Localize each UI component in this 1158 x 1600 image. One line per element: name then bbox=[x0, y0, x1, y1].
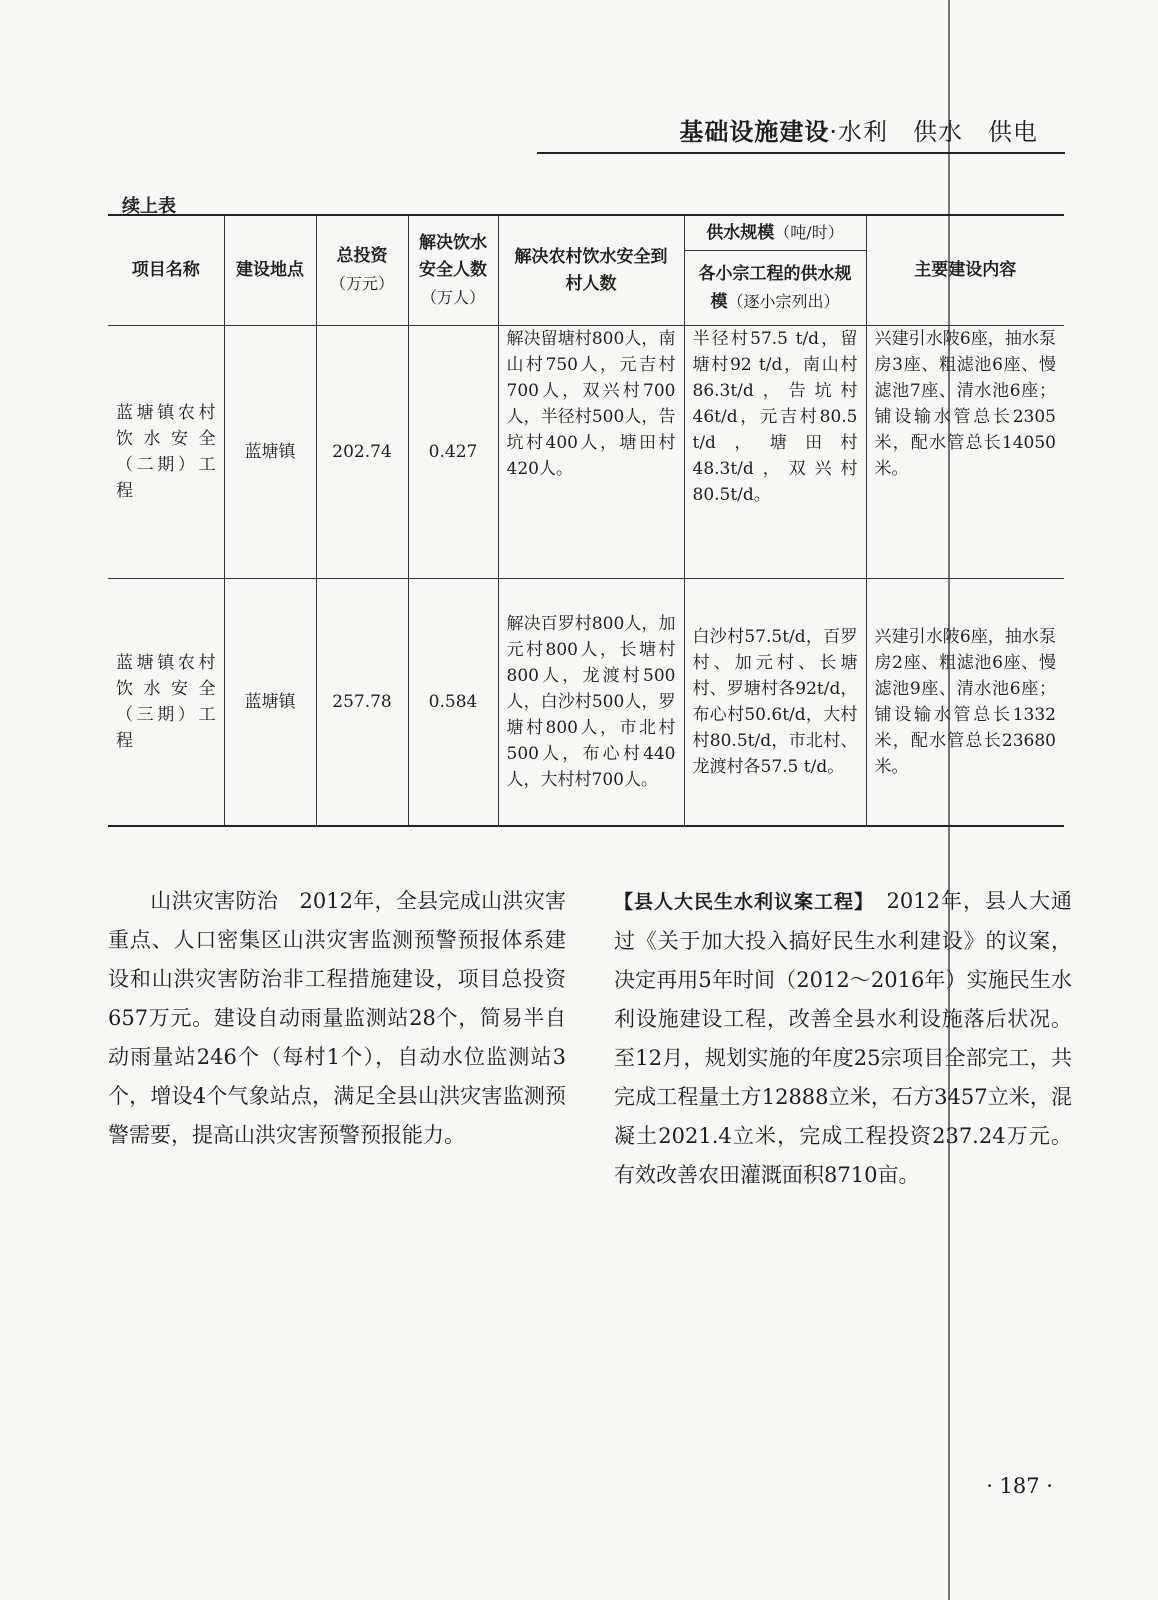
running-header bbox=[679, 112, 1038, 147]
cell-investment: 202.74 bbox=[316, 326, 408, 579]
header-supply-scale: 供水规模（吨/时） bbox=[684, 215, 866, 251]
cell-investment: 257.78 bbox=[316, 579, 408, 827]
cell-villages: 解决留塘村800人，南山村750人，元吉村700人，双兴村700人，半径村500人，告坑村400人，塘田村420人。 bbox=[498, 326, 684, 579]
flood-keyword: 山洪灾害防治 bbox=[150, 889, 279, 913]
table-row bbox=[108, 579, 1064, 827]
cell-villages: 解决百罗村800人，加元村800人，长塘村800人，龙渡村500人，白沙村500人，罗塘村800人，市北村500人，布心村440人，大村村700人。 bbox=[498, 579, 684, 827]
project-table bbox=[108, 214, 1064, 827]
header-village-people: 解决农村饮水安全到村人数 bbox=[498, 215, 684, 326]
header-investment: 总投资 （万元） bbox=[316, 215, 408, 326]
header-subsections: 水利 供水 供电 bbox=[838, 118, 1038, 146]
header-supply-sub: 各小宗工程的供水规模（逐小宗列出） bbox=[684, 251, 866, 326]
cell-location: 蓝塘镇 bbox=[224, 579, 316, 827]
header-location: 建设地点 bbox=[224, 215, 316, 326]
header-safe-people: 解决饮水安全人数 （万人） bbox=[408, 215, 498, 326]
header-rule bbox=[537, 152, 1065, 154]
cell-people: 0.584 bbox=[408, 579, 498, 827]
flood-text: 2012年，全县完成山洪灾害重点、人口密集区山洪灾害监测预警预报体系建设和山洪灾害防治非工程措施建设，项目总投资657万元。建设自动雨量监测站28个，简易半自动雨量站246个（每村1个），自动水位监测站3个，增设4个气象站点，满足全县山洪灾害监测预警需要，提高山洪灾害预警预报能力。 bbox=[108, 889, 567, 1147]
header-section: 基础设施建设 bbox=[679, 117, 830, 146]
cell-supply: 白沙村57.5t/d，百罗村、加元村、长塘村、罗塘村各92t/d，布心村50.6t/d，大村村80.5t/d，市北村、龙渡村各57.5 t/d。 bbox=[684, 579, 866, 827]
cell-content: 兴建引水陂6座，抽水泵房3座、粗滤池6座、慢滤池7座、清水池6座；铺设输水管总长2305米，配水管总长14050米。 bbox=[866, 326, 1064, 579]
cell-project-name: 蓝塘镇农村饮水安全（三期）工程 bbox=[108, 579, 224, 827]
table-row bbox=[108, 326, 1064, 579]
cell-location: 蓝塘镇 bbox=[224, 326, 316, 579]
cell-project-name: 蓝塘镇农村饮水安全（二期）工程 bbox=[108, 326, 224, 579]
flood-prevention-paragraph bbox=[108, 882, 566, 1155]
cell-supply: 半径村57.5 t/d，留塘村92 t/d，南山村86.3t/d，告坑村46t/d，元吉村80.5 t/d，塘田村48.3t/d，双兴村80.5t/d。 bbox=[684, 326, 866, 579]
page-number: · 187 · bbox=[986, 1474, 1053, 1498]
table-caption: 续上表 bbox=[122, 196, 176, 217]
water-project-paragraph bbox=[614, 882, 1072, 1195]
water-project-keyword: 【县人大民生水利议案工程】 bbox=[614, 891, 865, 913]
header-dot: · bbox=[829, 118, 838, 146]
cell-people: 0.427 bbox=[408, 326, 498, 579]
cell-content: 兴建引水陂6座，抽水泵房2座、粗滤池6座、慢滤池9座、清水池6座；铺设输水管总长1332米，配水管总长23680米。 bbox=[866, 579, 1064, 827]
water-project-text: 2012年，县人大通过《关于加大投入搞好民生水利建设》的议案，决定再用5年时间（2012～2016年）实施民生水利设施建设工程，改善全县水利设施落后状况。至12月，规划实施的年度25宗项目全部完工，共完成工程量土方12888立米，石方3457立米，混凝土2021.4立米，完成工程投资237.24万元。有效改善农田灌溉面积8710亩。 bbox=[614, 889, 1072, 1187]
header-main-content: 主要建设内容 bbox=[866, 215, 1064, 326]
header-project-name: 项目名称 bbox=[108, 215, 224, 326]
